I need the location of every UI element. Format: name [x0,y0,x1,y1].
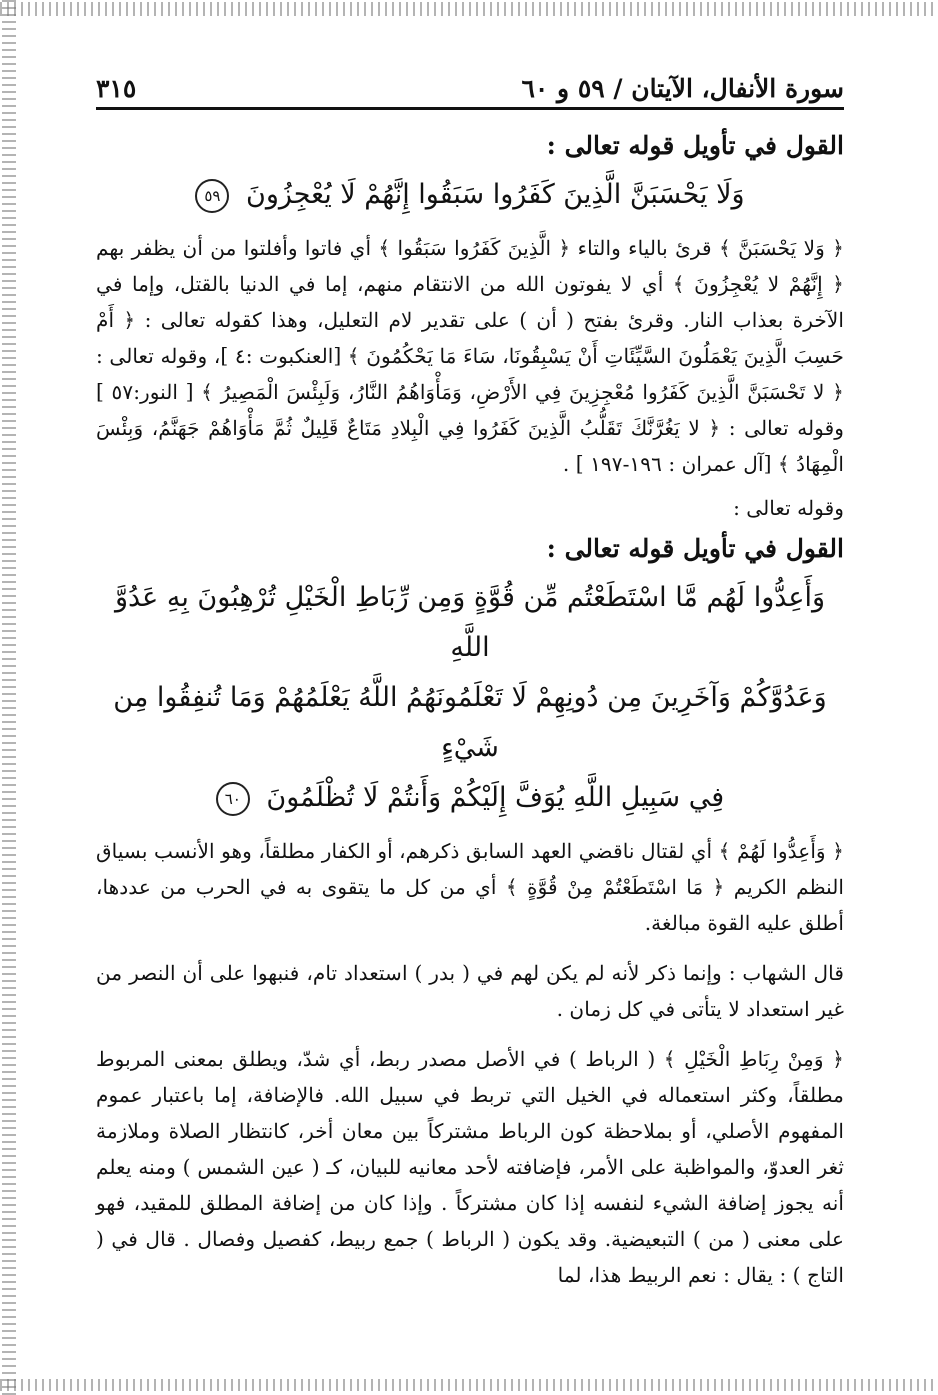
page-content [96,127,844,1301]
verse-line: وَلَا يَحْسَبَنَّ الَّذِينَ كَفَرُوا سَبَقُوا إِنَّهُمْ لَا يُعْجِزُونَ [245,179,745,210]
book-page [96,55,844,1355]
verse-line: وَعَدُوَّكُمْ وَآخَرِينَ مِن دُونِهِمْ لَا تَعْلَمُونَهُمُ اللَّهُ يَعْلَمُهُمْ وَمَا تُنفِقُوا مِن شَيْءٍ [113,682,827,763]
verse-line-last [96,773,844,823]
commentary-paragraph: قال الشهاب : وإنما ذكر لأنه لم يكن لهم في ( بدر ) استعداد تام، فنبهوا على أن النصر من غير استعداد لا يتأتى في كل زمان . [96,961,844,1021]
top-ornamental-border [0,2,938,16]
verse-line: وَأَعِدُّوا لَهُم مَّا اسْتَطَعْتُم مِّن قُوَّةٍ وَمِن رِّبَاطِ الْخَيْلِ تُرْهِبُونَ بِهِ عَدُوَّ اللَّهِ [114,582,826,663]
section-heading: القول في تأويل قوله تعالى : [546,131,844,160]
section-heading: القول في تأويل قوله تعالى : [546,534,844,563]
left-ornamental-border [2,0,16,1395]
ayah-number-badge: ٥٩ [195,179,229,213]
commentary-paragraph: ﴿ وَلا يَحْسَبَنَّ ﴾ قرئ بالياء والتاء ﴿ الَّذِينَ كَفَرُوا سَبَقُوا ﴾ أي فاتوا وأفلتوا من أن يظفر بهم ﴿ إِنَّهُمْ لا يُعْجِزُونَ ﴾ أي لا يفوتون الله من الانتقام منهم، إما في الدنيا بالقتل، وإما في الآخرة بعذاب النار. وقرئ بفتح ( أن ) على تقدير لام التعليل، وهذا كقوله تعالى : ﴿ أَمْ حَسِبَ الَّذِينَ يَعْمَلُونَ السَّيِّئَاتِ أَنْ يَسْبِقُونَا، سَاءَ مَا يَحْكُمُونَ ﴾ [العنكبوت :٤ ]، وقوله تعالى : ﴿ لا تَحْسَبَنَّ الَّذِينَ كَفَرُوا مُعْجِزِينَ فِي الأَرْضِ، وَمَأْوَاهُمُ النَّارُ، وَلَبِئْسَ الْمَصِيرُ ﴾ [ النور:٥٧ ] وقوله تعالى : ﴿ لا يَغُرَّنَّكَ تَقَلُّبُ الَّذِينَ كَفَرُوا فِي الْبِلادِ مَتَاعٌ قَلِيلٌ ثُمَّ مَأْوَاهُمْ جَهَنَّمُ، وَبِئْسَ الْمِهَادُ ﴾ [آل عمران : ١٩٦-١٩٧ ] . [96,236,845,476]
verse-line: فِي سَبِيلِ اللَّهِ يُوَفَّ إِلَيْكُمْ وَأَنتُمْ لَا تُظْلَمُونَ [266,782,725,813]
page-number: ٣١٥ [96,73,137,103]
commentary-paragraph: ﴿ وَمِنْ رِبَاطِ الْخَيْلِ ﴾ ( الرباط ) في الأصل مصدر ربط، أي شدّ، ويطلق بمعنى المربوط مطلقاً، وكثر استعماله في الخيل التي تربط في سبيل الله. فالإضافة، إما باعتبار عموم المفهوم الأصلي، أو بملاحظة كون الرباط مشتركاً بين معان أخر، كانتظار الصلاة وملازمة ثغر العدوّ، والمواظبة على الأمر، فإضافته لأحد معانيه للبيان، كـ ( عين الشمس ) ومنه يعلم أنه يجوز إضافة الشيء لنفسه إذا كان مشتركاً . وإذا كان من إضافة المطلق للمقيد، فهو على معنى ( من ) التبعيضية. وقد يكون ( الرباط ) جمع ربيط، كفصيل وفصال . قال في ( التاج ) : يقال : نعم الربيط هذا، لما [96,1047,844,1287]
section-ayah-59 [96,131,844,526]
section-ayah-60 [96,534,844,1293]
page-header [96,69,844,110]
commentary-paragraph: ﴿ وَأَعِدُّوا لَهُمْ ﴾ أي لقتال ناقضي العهد السابق ذكرهم، أو الكفار مطلقاً، وهو الأنسب بسياق النظم الكريم ﴿ مَا اسْتَطَعْتُمْ مِنْ قُوَّةٍ ﴾ أي من كل ما يتقوى به في الحرب من عددها، أطلق عليه القوة مبالغة. [96,839,844,935]
quran-verse [96,573,844,823]
running-title: سورة الأنفال، الآيتان / ٥٩ و ٦٠ [521,73,844,103]
commentary-paragraph: وقوله تعالى : [733,496,844,520]
bottom-ornamental-border [0,1379,938,1391]
ayah-number-badge: ٦٠ [216,782,250,816]
quran-verse [96,170,844,220]
